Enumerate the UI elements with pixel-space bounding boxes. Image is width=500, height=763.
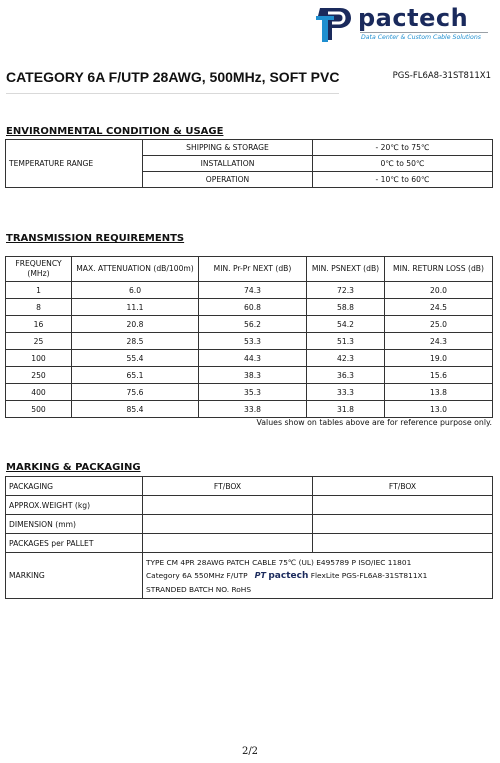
marking-brand: pactech (268, 570, 309, 581)
return-loss-cell: 13.0 (385, 401, 493, 418)
env-condition-cell: SHIPPING & STORAGE (143, 140, 313, 156)
row-label: DIMENSION (mm) (6, 515, 143, 534)
psnext-cell: 51.3 (307, 333, 385, 350)
marking-line-1: TYPE CM 4PR 28AWG PATCH CABLE 75℃ (UL) E495789 P ISO/IEC 11801 (146, 557, 412, 567)
pallet-cell (143, 534, 313, 553)
column-header: MIN. Pr-Pr NEXT (dB) (199, 257, 307, 282)
marking-product: FlexLite PGS-FL6A8-31ST811X1 (310, 570, 428, 580)
table-row (6, 140, 493, 156)
return-loss-cell: 24.3 (385, 333, 493, 350)
frequency-cell: 400 (6, 384, 72, 401)
psnext-cell: 42.3 (307, 350, 385, 367)
table-row (6, 367, 493, 384)
pallet-cell (313, 534, 493, 553)
brand-name: pactech (358, 4, 469, 32)
pactech-logo (314, 4, 494, 44)
pactech-logo-mark-icon (314, 4, 354, 44)
next-cell: 56.2 (199, 316, 307, 333)
table-header-row (6, 257, 493, 282)
column-header: MAX. ATTENUATION (dB/100m) (72, 257, 199, 282)
dimension-cell (143, 515, 313, 534)
next-cell: 35.3 (199, 384, 307, 401)
transmission-heading: TRANSMISSION REQUIREMENTS (6, 233, 185, 244)
table-row (6, 316, 493, 333)
transmission-table (5, 256, 493, 418)
environmental-table (5, 139, 493, 188)
part-number: PGS-FL6A8-31ST811X1 (392, 71, 491, 81)
attenuation-cell: 55.4 (72, 350, 199, 367)
temperature-range-label: TEMPERATURE RANGE (6, 140, 143, 188)
pt-logo-icon: PT (254, 570, 266, 580)
reference-note: Values show on tables above are for reference purpose only. (256, 418, 492, 427)
env-condition-cell: OPERATION (143, 172, 313, 188)
attenuation-cell: 85.4 (72, 401, 199, 418)
row-label: MARKING (6, 553, 143, 599)
table-row (6, 299, 493, 316)
page-number: 2/2 (241, 746, 259, 757)
page-title: CATEGORY 6A F/UTP 28AWG, 500MHz, SOFT PVC (6, 69, 340, 85)
weight-cell (313, 496, 493, 515)
next-cell: 33.8 (199, 401, 307, 418)
packaging-cell: FT/BOX (313, 477, 493, 496)
column-header: MIN. PSNEXT (dB) (307, 257, 385, 282)
row-label: PACKAGES per PALLET (6, 534, 143, 553)
psnext-cell: 31.8 (307, 401, 385, 418)
psnext-cell: 54.2 (307, 316, 385, 333)
psnext-cell: 72.3 (307, 282, 385, 299)
row-label: PACKAGING (6, 477, 143, 496)
psnext-cell: 58.8 (307, 299, 385, 316)
env-range-cell: 0℃ to 50℃ (313, 156, 493, 172)
table-row (6, 477, 493, 496)
frequency-cell: 16 (6, 316, 72, 333)
attenuation-cell: 11.1 (72, 299, 199, 316)
psnext-cell: 36.3 (307, 367, 385, 384)
title-divider (6, 93, 339, 94)
return-loss-cell: 25.0 (385, 316, 493, 333)
env-range-cell: - 10℃ to 60℃ (313, 172, 493, 188)
marking-line-2 (146, 569, 489, 583)
next-cell: 38.3 (199, 367, 307, 384)
attenuation-cell: 6.0 (72, 282, 199, 299)
table-row (6, 496, 493, 515)
marking-line-3: STRANDED BATCH NO. RoHS (146, 584, 252, 594)
return-loss-cell: 19.0 (385, 350, 493, 367)
attenuation-cell: 65.1 (72, 367, 199, 384)
brand-tagline: Data Center & Custom Cable Solutions (361, 34, 481, 41)
column-header: FREQUENCY (MHz) (6, 257, 72, 282)
table-row (6, 350, 493, 367)
frequency-cell: 25 (6, 333, 72, 350)
table-row (6, 515, 493, 534)
column-header: MIN. RETURN LOSS (dB) (385, 257, 493, 282)
packaging-cell: FT/BOX (143, 477, 313, 496)
table-row (6, 333, 493, 350)
table-row (6, 401, 493, 418)
next-cell: 44.3 (199, 350, 307, 367)
table-row (6, 534, 493, 553)
attenuation-cell: 28.5 (72, 333, 199, 350)
dimension-cell (313, 515, 493, 534)
return-loss-cell: 24.5 (385, 299, 493, 316)
marking-text-cell (143, 553, 493, 599)
weight-cell (143, 496, 313, 515)
table-row (6, 553, 493, 599)
return-loss-cell: 13.8 (385, 384, 493, 401)
row-label: APPROX.WEIGHT (kg) (6, 496, 143, 515)
frequency-cell: 8 (6, 299, 72, 316)
attenuation-cell: 75.6 (72, 384, 199, 401)
frequency-cell: 250 (6, 367, 72, 384)
marking-spec: Category 6A 550MHz F/UTP (146, 570, 248, 580)
frequency-cell: 500 (6, 401, 72, 418)
env-range-cell: - 20℃ to 75℃ (313, 140, 493, 156)
next-cell: 74.3 (199, 282, 307, 299)
table-row (6, 282, 493, 299)
environmental-heading: ENVIRONMENTAL CONDITION & USAGE (6, 126, 224, 137)
next-cell: 60.8 (199, 299, 307, 316)
marking-heading: MARKING & PACKAGING (6, 462, 141, 473)
frequency-cell: 100 (6, 350, 72, 367)
psnext-cell: 33.3 (307, 384, 385, 401)
frequency-cell: 1 (6, 282, 72, 299)
next-cell: 53.3 (199, 333, 307, 350)
attenuation-cell: 20.8 (72, 316, 199, 333)
return-loss-cell: 20.0 (385, 282, 493, 299)
logo-divider (360, 32, 488, 33)
table-row (6, 384, 493, 401)
env-condition-cell: INSTALLATION (143, 156, 313, 172)
marking-table (5, 476, 493, 599)
return-loss-cell: 15.6 (385, 367, 493, 384)
